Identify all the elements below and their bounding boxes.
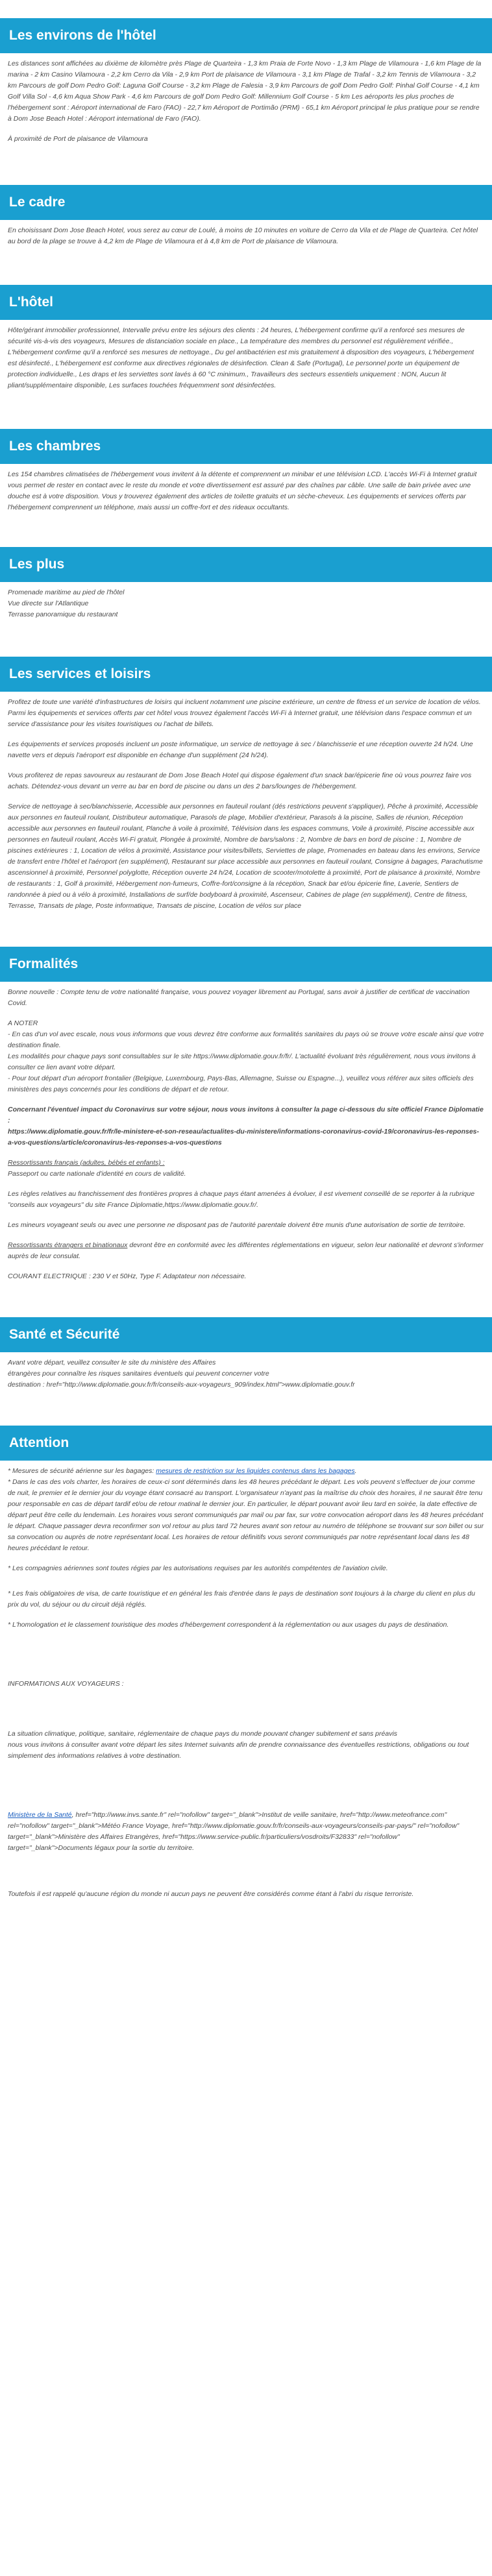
services-intro-text: Profitez de toute une variété d'infrastructures de loisirs qui incluent notamment une piscine extérieure, un centre de fitness et un service de location de vélos. Parmi les équipements et services offerts par cet hôtel vous trouvez également l'accès Wi-Fi à Internet gratuit, une télévision dans l'espace commun et un service d'assistance pour les visites touristiques ou l'achat de billets.	[8, 698, 481, 728]
section-title-environs: Les environs de l'hôtel	[0, 18, 492, 53]
formalites-note-line: - Pour tout départ d'un aéroport frontalier (Belgique, Luxembourg, Pays-Bas, Allemagne, Suisse ou Espagne...), veuillez vous référer aux sites officiels des ministères des pays concernés pour les conditions de départ et de retour.	[8, 1075, 474, 1093]
attention-baggage-block	[8, 1466, 484, 1477]
formalites-rules-text: Les règles relatives au franchissement des frontières propres à chaque pays étant amenées à évoluer, il est vivement conseillé de se reporter à la rubrique "conseils aux voyageurs" du site France Diplomatie,https://www.diplomatie.gouv.fr/.	[8, 1190, 475, 1209]
formalites-french-text: Passeport ou carte nationale d'identité en cours de validité.	[8, 1170, 186, 1178]
section-content-plus	[0, 582, 492, 629]
formalites-covid-text: Concernant l'éventuel impact du Coronavirus sur votre séjour, nous vous invitons à consulter la page ci-dessous du site officiel France Diplomatie :	[8, 1106, 484, 1124]
attention-terror-text: Toutefois il est rappelé qu'aucune région du monde ni aucun pays ne peuvent être considérés comme étant à l'abri du risque terroriste.	[8, 1890, 414, 1898]
liquids-restriction-link[interactable]: mesures de restriction sur les liquides contenus dans les bagages	[156, 1467, 355, 1475]
chambres-text: Les 154 chambres climatisées de l'hébergement vous invitent à la détente et comprennent un minibar et une télévision LCD. L'accès Wi-Fi à Internet gratuit vous permet de rester en contact avec le reste du monde et votre divertissement est assuré par des chaînes par câble. Une salle de bain privée avec une douche est à votre disposition. Vous y trouverez également des articles de toilette gratuits et un sèche-cheveux. Les équipements et services offerts par l'hébergement comprennent un téléphone, mais aussi un coffre-fort et des rideaux occultants.	[8, 470, 477, 511]
attention-info-line: La situation climatique, politique, sanitaire, réglementaire de chaque pays du monde pouvant changer subitement et sans préavis	[8, 1730, 398, 1738]
sante-line: étrangères pour connaître les risques sanitaires éventuels qui peuvent concerner votre	[8, 1370, 269, 1378]
section-content-formalites	[0, 982, 492, 1291]
attention-info-block	[8, 1729, 484, 1762]
attention-baggage-end: .	[354, 1467, 357, 1475]
sante-block	[8, 1357, 484, 1391]
section-content-sante	[0, 1352, 492, 1400]
section-title-sante: Santé et Sécurité	[0, 1317, 492, 1352]
attention-links-block	[8, 1810, 484, 1854]
section-plus	[0, 547, 492, 629]
attention-charter-text: * Dans le cas des vols charter, les horaires de ceux-ci sont déterminés dans les 48 heures précédant le départ. Les vols peuvent s'effectuer de jour comme de nuit, le premier et le dernier jour du voyage étant consacré au transport. L'organisateur n'ayant pas la maîtrise du choix des horaires, il ne saurait être tenu pour responsable en cas de départ tardif et/ou de retour matinal le dernier jour. En particulier, le départ pouvant avoir lieu tard en soirée, la date effective de départ peut être celle du lendemain. Les horaires vous seront communiqués par mail ou par fax, sur votre convocation aéroport dans les 48 heures précédant le départ. Chaque passager devra reconfirmer son vol retour au plus tard 72 heures avant son retour au numéro de téléphone se trouvant sur son billet ou sur sa convocation ou auprès de notre représentant local. Les horaires de retour définitifs vous seront communiqués par notre représentant local dans les 48 heures précédant le retour.	[8, 1478, 484, 1552]
formalites-current-text: COURANT ELECTRIQUE : 230 V et 50Hz, Type F. Adaptateur non nécessaire.	[8, 1272, 247, 1280]
section-title-chambres: Les chambres	[0, 429, 492, 464]
formalites-foreign-text: devront être en conformité avec les différentes réglementations en vigueur, selon leur nationalité et devront s'informer auprès de leur consulat.	[8, 1241, 484, 1260]
plus-item: Terrasse panoramique du restaurant	[8, 611, 118, 618]
section-environs	[0, 18, 492, 154]
section-sante	[0, 1317, 492, 1400]
formalites-note-line: - En cas d'un vol avec escale, nous vous informons que vous devrez être conforme aux formalités sanitaires du pays où se trouve votre escale ainsi que votre destination finale.	[8, 1030, 484, 1049]
section-content-attention	[0, 1461, 492, 1909]
sante-line: destination : href="http://www.diplomatie.gouv.fr/fr/conseils-aux-voyageurs_909/index.html">www.diplomatie.gouv.fr	[8, 1381, 355, 1389]
section-cadre	[0, 185, 492, 256]
section-content-environs	[0, 53, 492, 154]
section-services	[0, 657, 492, 921]
formalites-french-title: Ressortissants français (adultes, bébés et enfants) :	[8, 1159, 165, 1167]
formalites-foreign-title: Ressortissants étrangers et binationaux	[8, 1241, 128, 1249]
section-title-formalites: Formalités	[0, 947, 492, 982]
hotel-text: Hôte/gérant immobilier professionnel, Intervalle prévu entre les séjours des clients : 24 heures, L'hébergement confirme qu'il a renforcé ses mesures de sécurité vis-à-vis des voyageurs, Mesures de distanciation sociale en place., La température des membres du personnel est régulièrement vérifiée., L'hébergement confirme qu'il a renforcé ses mesures de nettoyage., Du gel antibactérien est mis gratuitement à disposition des voyageurs, L'hébergement est désinfecté., L'hébergement est conforme aux directives régionales de désinfection. Clean & Safe (Portugal), Le personnel porte un équipement de protection individuelle., Les draps et les serviettes sont lavés à 60 °C minimum., Travailleurs des secteurs essentiels uniquement : NON, Aucun lit pliant/supplémentaire disponible, Les surfaces touchées fréquemment sont désinfectées.	[8, 326, 474, 389]
formalites-note-title: A NOTER	[8, 1019, 38, 1027]
section-formalites	[0, 947, 492, 1291]
section-content-cadre	[0, 220, 492, 256]
section-title-cadre: Le cadre	[0, 185, 492, 220]
section-title-attention: Attention	[0, 1426, 492, 1461]
environs-distances-text: Les distances sont affichées au dixième de kilomètre près Plage de Quarteira - 1,3 km Praia de Forte Novo - 1,3 km Plage de Vilamoura - 1,6 km Plage de la marina - 2 km Casino Vilamoura - 2,2 km Cerro da Vila - 2,9 km Port de plaisance de Vilamoura - 3,1 km Plage de Trafal - 3,2 km Tennis de Vilamoura - 3,2 km Parcours de golf Dom Pedro Golf: Laguna Golf Course - 3,2 km Plage de Falesia - 3,9 km Parcours de golf Dom Pedro Golf: Pinhal Golf Course - 4,1 km Golf Villa Sol - 4,6 km Aqua Show Park - 4,6 km Parcours de golf Dom Pedro Golf: Millennium Golf Course - 5 km Les aéroports les plus proches de l'hébergement sont : Aéroport international de Faro (FAO) - 22,7 km Aéroport de Portimão (PRM) - 65,1 km Aéroport principal le plus pratique pour se rendre à Dom Jose Beach Hotel : Aéroport international de Faro (FAO).	[8, 60, 482, 123]
formalites-minors-text: Les mineurs voyageant seuls ou avec une personne ne disposant pas de l'autorité parentale doivent être munis d'une autorisation de sortie de territoire.	[8, 1221, 466, 1229]
formalites-note-line: Les modalités pour chaque pays sont consultables sur le site https://www.diplomatie.gouv.fr/fr/. L'actualité évoluant très régulièrement, nous vous invitons à consulter ce lien avant votre départ.	[8, 1052, 476, 1071]
section-title-hotel: L'hôtel	[0, 285, 492, 320]
formalites-foreign-block	[8, 1240, 484, 1262]
attention-links-text: , href="http://www.invs.sante.fr" rel="nofollow" target="_blank">Institut de veille sanitaire, href="http://www.meteofrance.com" rel="nofollow" target="_blank">Météo France Voyage, href="http://www.diplomatie.gouv.fr/fr/conseils-aux-voyageurs/conseils-par-pays/" rel="nofollow" target="_blank">Ministère des Affaires Etrangères, href="https://www.service-public.fr/particuliers/vosdroits/F32833" rel="nofollow" target="_blank">Documents légaux pour la sortie du territoire.	[8, 1811, 460, 1852]
section-attention	[0, 1426, 492, 1909]
attention-fees-text: * Les frais obligatoires de visa, de carte touristique et en général les frais d'entrée dans le pays de destination sont toujours à la charge du client en plus du prix du vol, du séjour ou du circuit déjà réglés.	[8, 1590, 475, 1609]
formalites-note-block	[8, 1018, 484, 1095]
section-content-chambres	[0, 464, 492, 522]
attention-airlines-text: * Les compagnies aériennes sont toutes régies par les autorisations requises par les autorités compétentes de l'aviation civile.	[8, 1564, 388, 1572]
formalites-french-block	[8, 1158, 484, 1180]
attention-info-line: nous vous invitons à consulter avant votre départ les sites Internet suivants afin de prendre connaissance des éventuelles restrictions, obligations ou tout simplement des informations relatives à votre destination.	[8, 1741, 469, 1760]
section-chambres	[0, 429, 492, 522]
plus-item: Promenade maritime au pied de l'hôtel	[8, 589, 125, 596]
section-title-plus: Les plus	[0, 547, 492, 582]
section-content-services	[0, 692, 492, 921]
attention-info-title: INFORMATIONS AUX VOYAGEURS :	[8, 1680, 124, 1688]
cadre-text: En choisissant Dom Jose Beach Hotel, vous serez au cœur de Loulé, à moins de 10 minutes en voiture de Cerro da Vila et de Plage de Quarteira. Cet hôtel au bord de la plage se trouve à 4,2 km de Plage de Vilamoura et à 4,8 km de Port de plaisance de Vilamoura.	[8, 226, 478, 245]
plus-item: Vue directe sur l'Atlantique	[8, 600, 89, 607]
attention-homologation-text: * L'homologation et le classement touristique des modes d'hébergement correspondent à la réglementation ou aux usages du pays de destination.	[8, 1621, 449, 1629]
services-dining-text: Vous profiterez de repas savoureux au restaurant de Dom Jose Beach Hotel qui dispose également d'un snack bar/épicerie fine où vous pourrez faire vos achats. Détendez-vous devant un verre au bar en bord de piscine ou dans un des 2 bars/lounges de l'hébergement.	[8, 772, 472, 790]
formalites-covid-block	[8, 1104, 484, 1148]
section-title-services: Les services et loisirs	[0, 657, 492, 692]
section-content-hotel	[0, 320, 492, 400]
services-list-text: Service de nettoyage à sec/blanchisserie, Accessible aux personnes en fauteuil roulant (dés restrictions peuvent s'appliquer), Pêche à proximité, Accessible aux personnes en fauteuil roulant, Distributeur automatique, Parasols de plage, Mobilier d'extérieur, Parasols à la piscine, Salles de réunion, Réception accessible aux personnes en fauteuil roulant, Planche à voile à proximité, Télévision dans les espaces communs, Voile à proximité, Piscine accessible aux personnes en fauteuil roulant, Accès Wi-Fi gratuit, Plongée à proximité, Nombre de bars/salons : 2, Nombre de bars en bord de piscine : 1, Nombre de piscines extérieures : 1, Location de vélos à proximité, Assistance pour visites/billets, Serviettes de plage, Promenades en bateau dans les environs, Service de transfert entre l'hôtel et l'aéroport (en supplément), Restaurant sur place accessible aux personnes en fauteuil roulant, Consigne à bagages, Parachutisme ascensionnel à proximité, Personnel polyglotte, Réception ouverte 24 h/24, Location de scooter/motolette à proximité, Port de plaisance à proximité, Nombre de restaurants : 1, Golf à proximité, Hébergement non-fumeurs, Coffre-fort/consigne à la réception, Snack bar et/ou épicerie fine, Laverie, Sentiers de randonnée à pied ou à vélo à proximité, Installations de surf/de bodyboard à proximité, Ascenseur, Cabines de plage (en supplément), Centre de fitness, Terrasse, Transats de plage, Poste informatique, Transats de piscine, Location de vélos sur place	[8, 803, 483, 910]
formalites-covid-url: https://www.diplomatie.gouv.fr/fr/le-ministere-et-son-reseau/actualites-du-ministere/informations-coronavirus-covid-19/coronavirus-les-reponses-a-vos-questions/article/coronavirus-les-reponses-a-vos-questions	[8, 1128, 480, 1147]
environs-proximity-text: À proximité de Port de plaisance de Vilamoura	[8, 135, 148, 143]
attention-baggage-text: * Mesures de sécurité aérienne sur les bagages:	[8, 1467, 156, 1475]
services-equipment-text: Les équipements et services proposés incluent un poste informatique, un service de nettoyage à sec / blanchisserie et une réception ouverte 24 h/24. Une navette vers et depuis l'aéroport est disponible en échange d'un supplément (24 h/24).	[8, 740, 473, 759]
section-hotel	[0, 285, 492, 400]
formalites-nationality-text: Bonne nouvelle : Compte tenu de votre nationalité française, vous pouvez voyager librement au Portugal, sans avoir à justifier de certificat de vaccination Covid.	[8, 988, 470, 1007]
ministere-sante-link[interactable]: Ministère de la Santé	[8, 1811, 72, 1819]
sante-line: Avant votre départ, veuillez consulter le site du ministère des Affaires	[8, 1359, 216, 1367]
